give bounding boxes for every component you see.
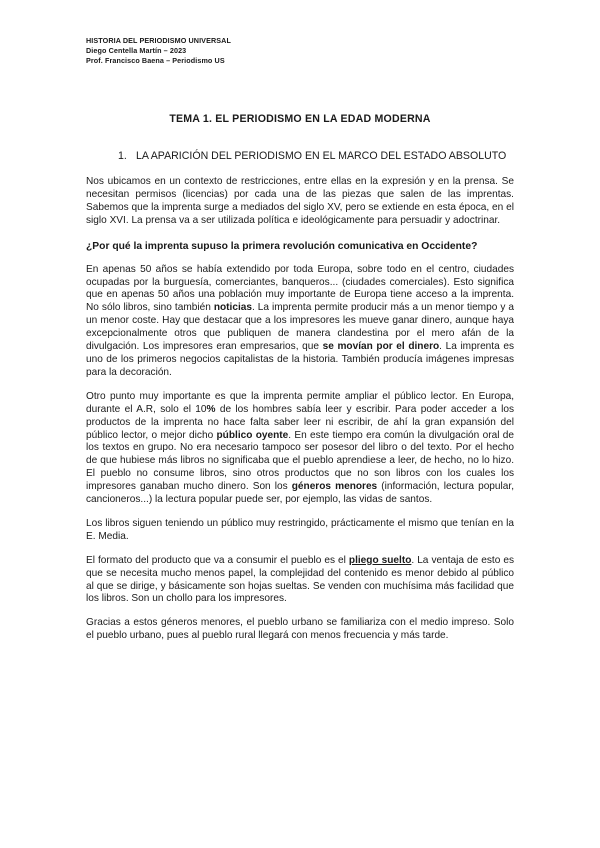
page-title: TEMA 1. EL PERIODISMO EN LA EDAD MODERNA	[169, 113, 431, 125]
bold-term-generos-menores: géneros menores	[291, 481, 378, 493]
header-professor: Prof. Francisco Baena – Periodismo US	[86, 56, 225, 65]
section-heading	[86, 150, 514, 163]
header-author: Diego Centella Martín – 2023	[86, 46, 187, 55]
text-span: El formato del producto que va a consumir el pueblo es el	[86, 554, 349, 566]
text-span: . La imprenta permite producir más a un menor tiempo y a un menor coste. Hay que destacar que a los impresores les mueve ganar dinero, aunque haya excepcionalmente otros que publiquen de manera clandestina por el mero afán de la divulgación. Los impresores eran empresarios, que	[86, 302, 514, 353]
bold-term-dinero: se movían por el dinero	[322, 341, 440, 353]
section-number: 1.	[118, 150, 127, 162]
paragraph-pliego	[86, 555, 514, 607]
header-course: HISTORIA DEL PERIODISMO UNIVERSAL	[86, 36, 231, 45]
paragraph-expansion	[86, 264, 514, 380]
text-span: . La ventaja de esto es que se necesita mucho menos papel, la complejidad del contenido es menor debido al público al que se dirige, y básicamente son hojas sueltas. Se venden con muchísima más facilidad que los libros. Son un chollo para los impresores.	[86, 554, 515, 605]
paragraph-urban: Gracias a estos géneros menores, el pueblo urbano se familiariza con el medio impreso. Solo el pueblo urbano, pues al pueblo rural llegará con menos frecuencia y más tarde.	[86, 617, 514, 642]
text-span: . La imprenta es uno de los primeros negocios capitalistas de la historia. También producía imágenes impresas para la decoración.	[86, 341, 514, 378]
bold-term-pliego-suelto: pliego suelto	[348, 554, 412, 566]
text-span: (información, lectura popular, cancioneros...) la lectura popular puede ser, por ejemplo, las vidas de santos.	[86, 481, 514, 506]
text-span: . En este tiempo era común la divulgación oral de los textos en grupo. No era necesario tampoco ser posesor del libro o del texto. Por el hecho de que hubiese más libros no significaba que el pueblo aprendiese a leer, de hecho, no lo hizo. El pueblo no consume libros, sino otros productos que no son libros con los cuales los impresores ganaban mucho dinero. Son los	[86, 429, 514, 493]
document-header	[86, 36, 514, 66]
paragraph-public	[86, 391, 514, 507]
paragraph-books: Los libros siguen teniendo un público muy restringido, prácticamente el mismo que tenían en la E. Media.	[86, 517, 514, 542]
text-span: de los hombres sabía leer y escribir. Para poder acceder a los productos de la imprenta no hace falta saber leer ni escribir, de ahí la gran expansión del público lector, o mejor dicho	[86, 403, 514, 441]
section-title: LA APARICIÓN DEL PERIODISMO EN EL MARCO DEL ESTADO ABSOLUTO	[136, 150, 507, 162]
bold-percent: %	[206, 403, 216, 415]
question-heading: ¿Por qué la imprenta supuso la primera revolución comunicativa en Occidente?	[86, 240, 478, 252]
text-span: En apenas 50 años se había extendido por toda Europa, sobre todo en el centro, ciudades ocupadas por la burguesía, comerciantes, banqueros... (ciudades comerciales). Esto significa que en apenas 50 años una población muy importante de Europa tiene acceso a la imprenta. No sólo libros, sino también	[86, 263, 514, 314]
paragraph-context: Nos ubicamos en un contexto de restricciones, entre ellas en la expresión y en la prensa. Se necesitan permisos (licencias) por cada una de las piezas que salen de las imprentas. Sabemos que la imprenta surge a mediados del siglo XV, pero se extiende en esta época, en el siglo XVI. La prensa va a ser utilizada política e ideológicamente para persuadir y adoctrinar.	[86, 176, 514, 226]
bold-term-noticias: noticias	[213, 302, 252, 314]
bold-term-publico-oyente: público oyente	[216, 429, 289, 441]
text-span: Otro punto muy importante es que la imprenta permite ampliar el público lector. En Europa, durante el A.R, solo el 10	[86, 390, 514, 415]
